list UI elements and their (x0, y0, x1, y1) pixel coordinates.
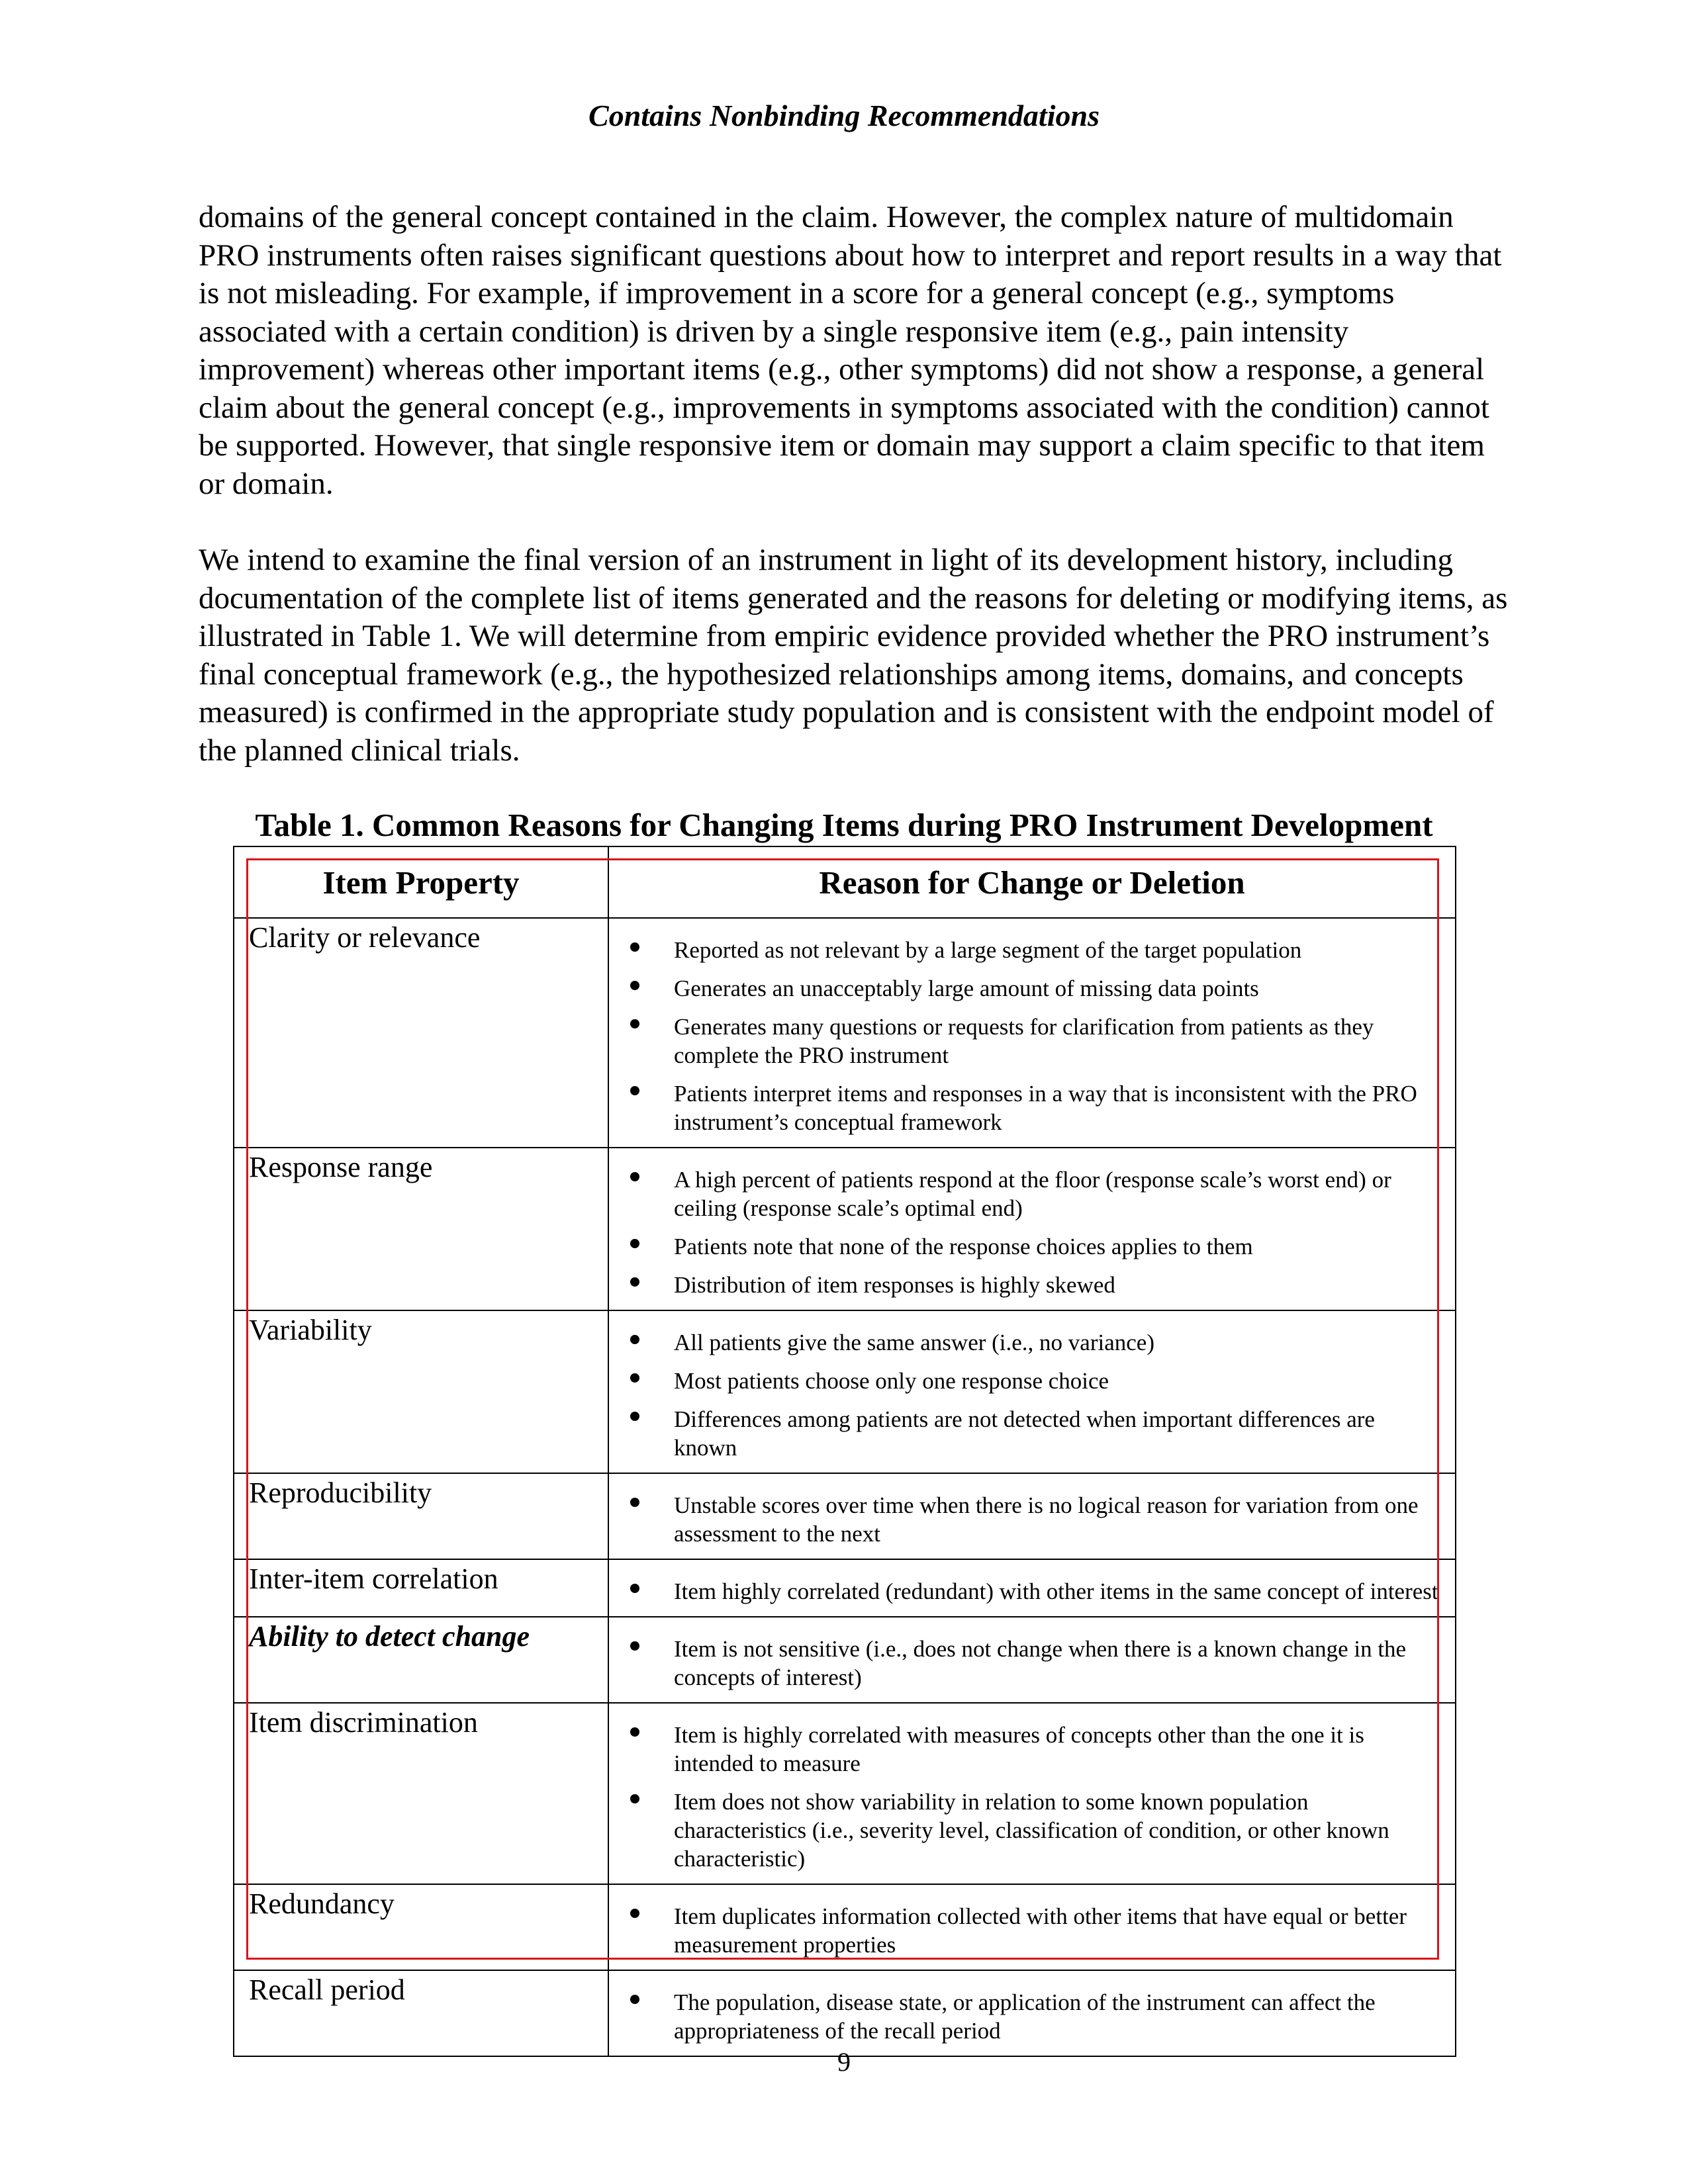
table-row (234, 1559, 1456, 1617)
item-property: Redundancy (234, 1884, 608, 1970)
reason-item: Patients interpret items and responses in a way that is inconsistent with the PRO instrument’s conceptual framework (609, 1079, 1443, 1136)
item-property: Item discrimination (234, 1703, 608, 1884)
reasons-cell (608, 1310, 1456, 1473)
reason-item: Item is highly correlated with measures of concepts other than the one it is intended to measure (609, 1721, 1443, 1778)
item-property: Ability to detect change (234, 1617, 608, 1703)
reason-item: A high percent of patients respond at the floor (response scale’s worst end) or ceiling (response scale’s optimal end) (609, 1165, 1443, 1222)
table-header-row (234, 846, 1456, 918)
reasons-table (233, 846, 1456, 2057)
table-row (234, 1970, 1456, 2056)
reasons-cell (608, 1970, 1456, 2056)
reasons-cell (608, 918, 1456, 1148)
table-row (234, 1884, 1456, 1970)
reasons-cell (608, 1148, 1456, 1310)
reason-item: Unstable scores over time when there is no logical reason for variation from one assessment to the next (609, 1491, 1443, 1548)
table-row (234, 1703, 1456, 1884)
item-property: Recall period (234, 1970, 608, 2056)
reasons-cell (608, 1617, 1456, 1703)
reason-item: Distribution of item responses is highly skewed (609, 1271, 1443, 1299)
item-property: Variability (234, 1310, 608, 1473)
paragraph-1: domains of the general concept contained in the claim. However, the complex nature of multidomain PRO instruments often raises significant questions about how to interpret and report results in a way that is not misleading. For example, if improvement in a score for a general concept (e.g., symptoms associated with a certain condition) is driven by a single responsive item (e.g., pain intensity improvement) whereas other important items (e.g., other symptoms) did not show a response, a general claim about the general concept (e.g., improvements in symptoms associated with the condition) cannot be supported. However, that single responsive item or domain may support a claim specific to that item or domain. (199, 200, 1502, 501)
item-property: Response range (234, 1148, 608, 1310)
reason-item: Item highly correlated (redundant) with other items in the same concept of interest (609, 1577, 1443, 1606)
table-row (234, 1617, 1456, 1703)
header-item-property: Item Property (234, 846, 608, 918)
reason-item: Differences among patients are not detected when important differences are known (609, 1405, 1443, 1462)
page-number: 9 (837, 2047, 851, 2077)
header-reason: Reason for Change or Deletion (608, 846, 1456, 918)
page-header: Contains Nonbinding Recommendations (588, 99, 1100, 132)
item-property: Reproducibility (234, 1473, 608, 1559)
reasons-cell (608, 1473, 1456, 1559)
item-property: Clarity or relevance (234, 918, 608, 1148)
reasons-cell (608, 1703, 1456, 1884)
reason-item: Item duplicates information collected with other items that have equal or better measurement properties (609, 1902, 1443, 1959)
reason-item: Patients note that none of the response choices applies to them (609, 1232, 1443, 1261)
reason-item: Most patients choose only one response choice (609, 1367, 1443, 1395)
reason-item: All patients give the same answer (i.e., no variance) (609, 1328, 1443, 1357)
reason-item: Generates many questions or requests for clarification from patients as they complete the PRO instrument (609, 1013, 1443, 1069)
table-row (234, 1148, 1456, 1310)
table-row (234, 1310, 1456, 1473)
reason-item: Item is not sensitive (i.e., does not change when there is a known change in the concepts of interest) (609, 1635, 1443, 1692)
reason-item: Item does not show variability in relation to some known population characteristics (i.e., severity level, classification of condition, or other known characteristic) (609, 1788, 1443, 1873)
table-row (234, 1473, 1456, 1559)
reasons-cell (608, 1884, 1456, 1970)
paragraph-2: We intend to examine the final version of an instrument in light of its development history, including documentation of the complete list of items generated and the reasons for deleting or modifying items, as illustrated in Table 1. We will determine from empiric evidence provided whether the PRO instrument’s final conceptual framework (e.g., the hypothesized relationships among items, domains, and concepts measured) is confirmed in the appropriate study population and is consistent with the endpoint model of the planned clinical trials. (199, 543, 1508, 768)
table-title: Table 1. Common Reasons for Changing Items during PRO Instrument Development (255, 807, 1433, 843)
table-row (234, 918, 1456, 1148)
item-property: Inter-item correlation (234, 1559, 608, 1617)
reasons-cell (608, 1559, 1456, 1617)
reason-item: Generates an unacceptably large amount of missing data points (609, 974, 1443, 1003)
reason-item: The population, disease state, or application of the instrument can affect the appropriateness of the recall period (609, 1988, 1443, 2045)
reason-item: Reported as not relevant by a large segment of the target population (609, 936, 1443, 964)
